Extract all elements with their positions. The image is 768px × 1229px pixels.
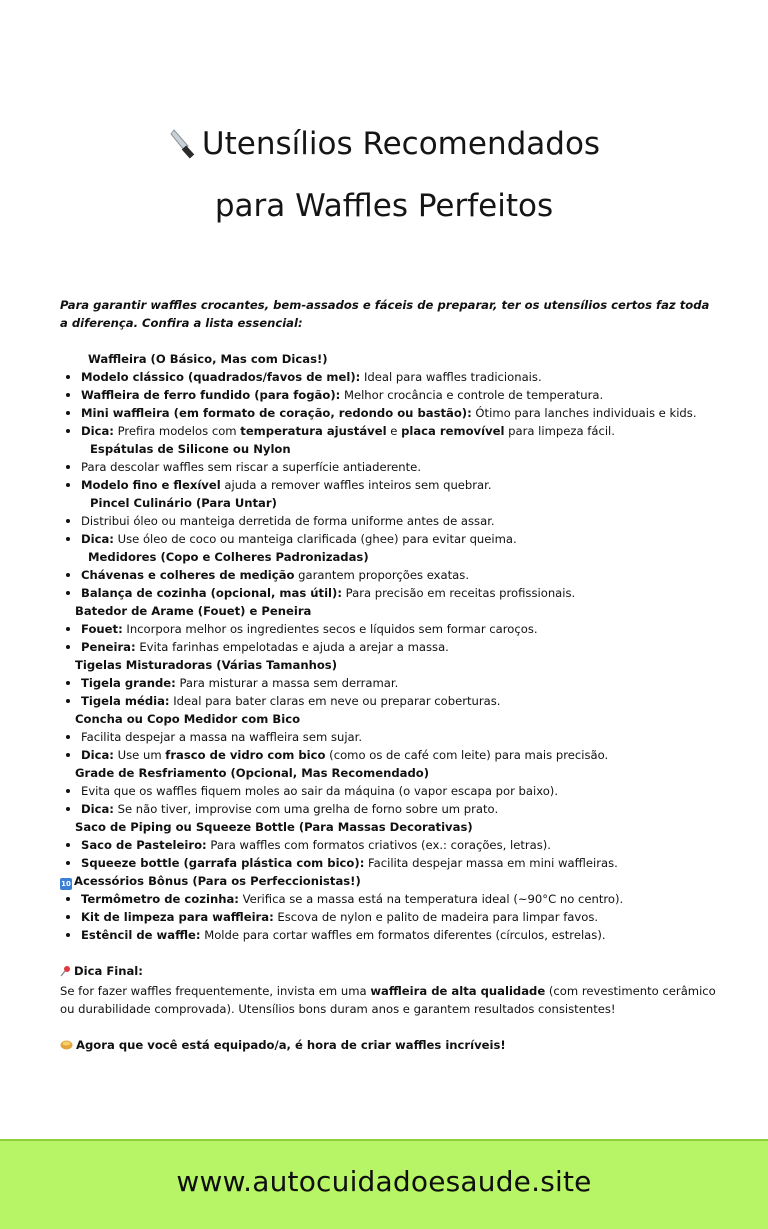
list-item: Kit de limpeza para waffleira: Escova de nylon e palito de madeira para limpar favos. <box>60 908 720 926</box>
list-item: Squeeze bottle (garrafa plástica com bico): Facilita despejar massa em mini waffleiras. <box>60 854 720 872</box>
list-item: Termômetro de cozinha: Verifica se a massa está na temperatura ideal (~90°C no centro). <box>60 890 720 908</box>
section-heading: Medidores (Copo e Colheres Padronizadas) <box>88 550 369 564</box>
title-line-1 <box>0 116 768 178</box>
list-item: Fouet: Incorpora melhor os ingredientes secos e líquidos sem formar caroços. <box>60 620 720 638</box>
title-line-2: para Waffles Perfeitos <box>214 188 554 224</box>
footer-banner <box>0 1139 768 1229</box>
section-heading: Grade de Resfriamento (Opcional, Mas Recomendado) <box>75 766 430 780</box>
final-tip-text: Se for fazer waffles frequentemente, invista em uma waffleira de alta qualidade (com revestimento cerâmico ou durabilidade comprovada). Utensílios bons duram anos e garantem resultados consistentes! <box>60 984 716 1016</box>
closing-line: Agora que você está equipado/a, é hora de criar waffles incríveis! <box>60 1036 720 1055</box>
list-item: Peneira: Evita farinhas empelotadas e ajuda a arejar a massa. <box>60 638 720 656</box>
section-heading: Saco de Piping ou Squeeze Bottle (Para Massas Decorativas) <box>75 820 473 834</box>
list-item: Saco de Pasteleiro: Para waffles com formatos criativos (ex.: corações, letras). <box>60 836 720 854</box>
knife-icon <box>168 122 198 178</box>
section-heading: Tigelas Misturadoras (Várias Tamanhos) <box>75 658 337 672</box>
list-item: Modelo fino e flexível ajuda a remover waffles inteiros sem quebrar. <box>60 476 720 494</box>
pushpin-icon <box>60 964 72 982</box>
title-text-1: Utensílios Recomendados <box>201 126 601 162</box>
keycap-ten-icon: 10 <box>61 880 71 888</box>
section-heading: Waffleira (O Básico, Mas com Dicas!) <box>88 352 328 366</box>
section-heading: Espátulas de Silicone ou Nylon <box>90 442 291 456</box>
list-item: Chávenas e colheres de medição garantem proporções exatas. <box>60 566 720 584</box>
section-heading: Concha ou Copo Medidor com Bico <box>75 712 301 726</box>
list-item: Evita que os waffles fiquem moles ao sair da máquina (o vapor escapa por baixo). <box>60 782 720 800</box>
list-item: Estêncil de waffle: Molde para cortar waffles em formatos diferentes (círculos, estrelas). <box>60 926 720 944</box>
page-title <box>0 116 768 234</box>
intro-paragraph: Para garantir waffles crocantes, bem-assados e fáceis de preparar, ter os utensílios certos faz toda a diferença. Confira a lista essencial: <box>60 298 710 330</box>
waffle-icon <box>60 1037 73 1055</box>
list-item: Tigela média: Ideal para bater claras em neve ou preparar coberturas. <box>60 692 720 710</box>
list-item: Modelo clássico (quadrados/favos de mel): Ideal para waffles tradicionais. <box>60 368 720 386</box>
list-item: Waffleira de ferro fundido (para fogão): Melhor crocância e controle de temperatura. <box>60 386 720 404</box>
list-item: Para descolar waffles sem riscar a superfície antiaderente. <box>60 458 720 476</box>
list-item: Dica: Se não tiver, improvise com uma grelha de forno sobre um prato. <box>60 800 720 818</box>
section-heading-bonus: 10 Acessórios Bônus (Para os Perfeccionistas!) <box>61 874 361 888</box>
list-item: Balança de cozinha (opcional, mas útil): Para precisão em receitas profissionais. <box>60 584 720 602</box>
list-item: Dica: Use óleo de coco ou manteiga clarificada (ghee) para evitar queima. <box>60 530 720 548</box>
section-heading: Batedor de Arame (Fouet) e Peneira <box>75 604 312 618</box>
section-heading: Pincel Culinário (Para Untar) <box>90 496 277 510</box>
list-item: Dica: Use um frasco de vidro com bico (como os de café com leite) para mais precisão. <box>60 746 720 764</box>
final-tip-heading: Dica Final: <box>60 962 720 982</box>
list-item: Distribui óleo ou manteiga derretida de forma uniforme antes de assar. <box>60 512 720 530</box>
list-item: Mini waffleira (em formato de coração, redondo ou bastão): Ótimo para lanches individuais e kids. <box>60 404 720 422</box>
content <box>60 296 720 1055</box>
list-item: Dica: Prefira modelos com temperatura ajustável e placa removível para limpeza fácil. <box>60 422 720 440</box>
website-url: www.autocuidadoesaude.site <box>176 1165 592 1198</box>
list-item: Tigela grande: Para misturar a massa sem derramar. <box>60 674 720 692</box>
list-item: Facilita despejar a massa na waffleira sem sujar. <box>60 728 720 746</box>
